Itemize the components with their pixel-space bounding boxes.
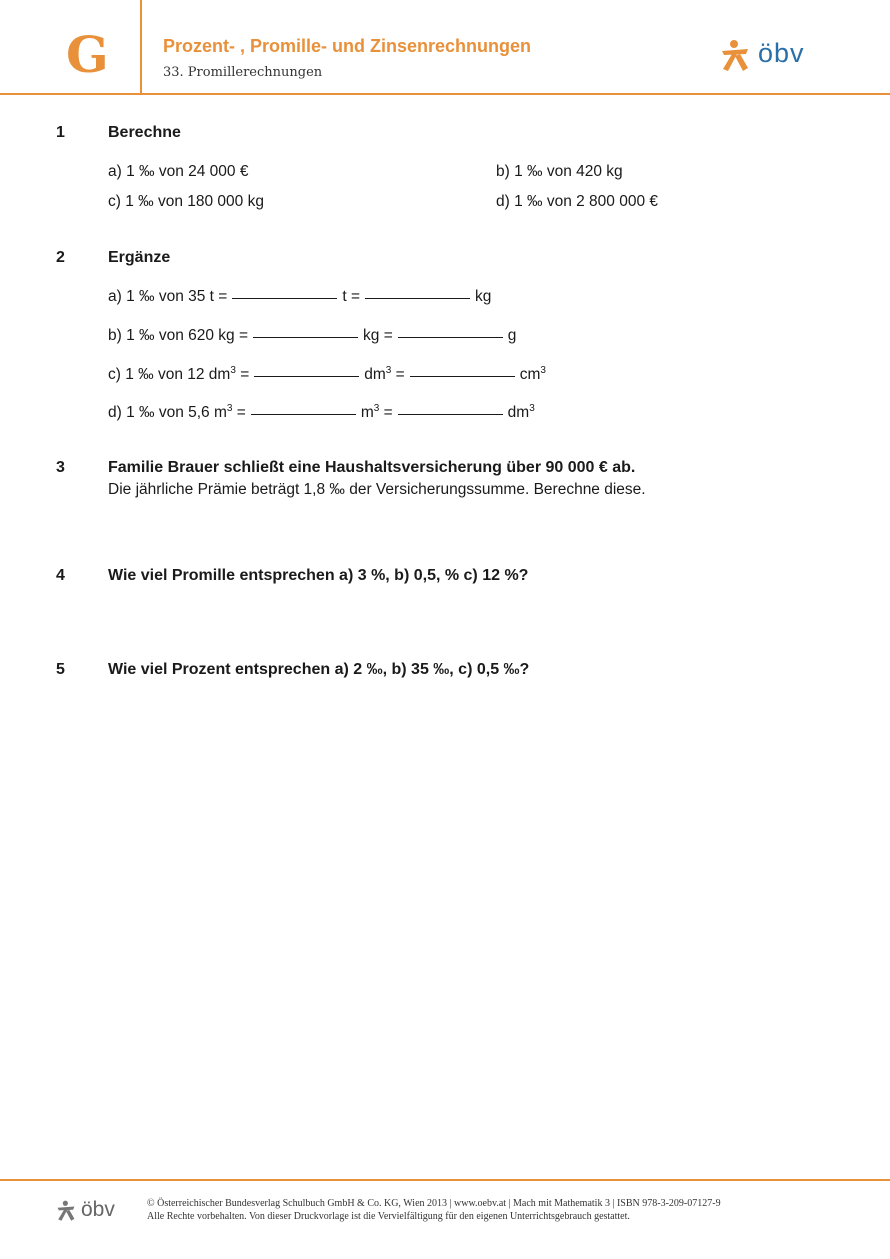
task-title: Familie Brauer schließt eine Haushaltsversicherung über 90 000 € ab. [108, 459, 636, 476]
task-title: Wie viel Promille entsprechen a) 3 %, b) 0,5, % c) 12 %? [108, 567, 529, 584]
row-unit: dm [364, 366, 386, 384]
equals-sign: = [235, 366, 250, 384]
task-item: c) 1 ‰ von 180 000 kg [108, 193, 264, 210]
page-title: Prozent- , Promille- und Zinsenrechnungen [163, 36, 532, 56]
exponent: 3 [385, 365, 392, 376]
task-title: Ergänze [108, 249, 171, 266]
row-unit: kg [475, 288, 492, 305]
row-prefix: b) 1 ‰ von 620 kg = [108, 327, 249, 344]
task-item: d) 1 ‰ von 2 800 000 € [496, 193, 659, 210]
answer-blank[interactable] [410, 376, 515, 377]
fill-in-row-b [108, 327, 516, 345]
task-number: 5 [56, 661, 65, 678]
fill-in-row-a [108, 288, 491, 306]
fill-in-row-d [108, 403, 535, 422]
row-unit: m [360, 404, 374, 422]
task-title: Berechne [108, 124, 181, 141]
task-number: 4 [56, 567, 65, 584]
task-number: 2 [56, 249, 65, 266]
answer-blank[interactable] [232, 298, 337, 299]
row-unit: cm [519, 366, 541, 384]
row-unit: t = [342, 288, 361, 305]
equals-sign: = [379, 404, 393, 422]
answer-blank[interactable] [398, 414, 503, 415]
publisher-logo-text: öbv [758, 38, 805, 68]
publisher-logo [718, 38, 818, 74]
task-item: b) 1 ‰ von 420 kg [496, 163, 623, 180]
task-text: Die jährliche Prämie beträgt 1,8 ‰ der Versicherungssumme. Berechne diese. [108, 481, 646, 498]
answer-blank[interactable] [254, 376, 359, 377]
footer-copyright: © Österreichischer Bundesverlag Schulbuch GmbH & Co. KG, Wien 2013 | www.oebv.at | Mach mit Mathematik 3 | ISBN 978-3-209-07127-9 [147, 1198, 721, 1209]
task-number: 1 [56, 124, 65, 141]
exponent: 3 [529, 403, 535, 414]
exponent: 3 [230, 365, 236, 376]
exponent: 3 [373, 403, 380, 414]
row-unit: dm [507, 404, 530, 422]
fill-in-row-c [108, 365, 546, 384]
header-divider [140, 0, 142, 95]
footer-rights: Alle Rechte vorbehalten. Von dieser Druckvorlage ist die Vervielfältigung für den eigenen Unterrichtsgebrauch gestattet. [147, 1211, 630, 1222]
page-subtitle: 33. Promillerechnungen [163, 65, 323, 80]
header-rule [0, 93, 890, 95]
row-unit: g [507, 327, 517, 344]
equals-sign: = [391, 366, 405, 384]
footer-logo-text: öbv [81, 1198, 115, 1221]
answer-blank[interactable] [398, 337, 503, 338]
page-header [0, 0, 890, 95]
row-prefix: d) 1 ‰ von 5,6 m [108, 404, 227, 422]
exponent: 3 [226, 403, 233, 414]
answer-blank[interactable] [253, 337, 358, 338]
equals-sign: = [232, 404, 246, 422]
task-number: 3 [56, 459, 65, 476]
row-prefix: a) 1 ‰ von 35 t = [108, 288, 228, 305]
task-item: a) 1 ‰ von 24 000 € [108, 163, 249, 180]
row-unit: kg = [363, 327, 393, 344]
answer-blank[interactable] [251, 414, 356, 415]
footer-star-icon [55, 1200, 77, 1222]
answer-blank[interactable] [365, 298, 470, 299]
exponent: 3 [540, 365, 546, 376]
row-prefix: c) 1 ‰ von 12 dm [108, 366, 231, 384]
footer-rule [0, 1179, 890, 1181]
task-title: Wie viel Prozent entsprechen a) 2 ‰, b) 35 ‰, c) 0,5 ‰? [108, 661, 530, 678]
chapter-letter: G [66, 25, 109, 84]
publisher-star-icon [718, 39, 752, 73]
